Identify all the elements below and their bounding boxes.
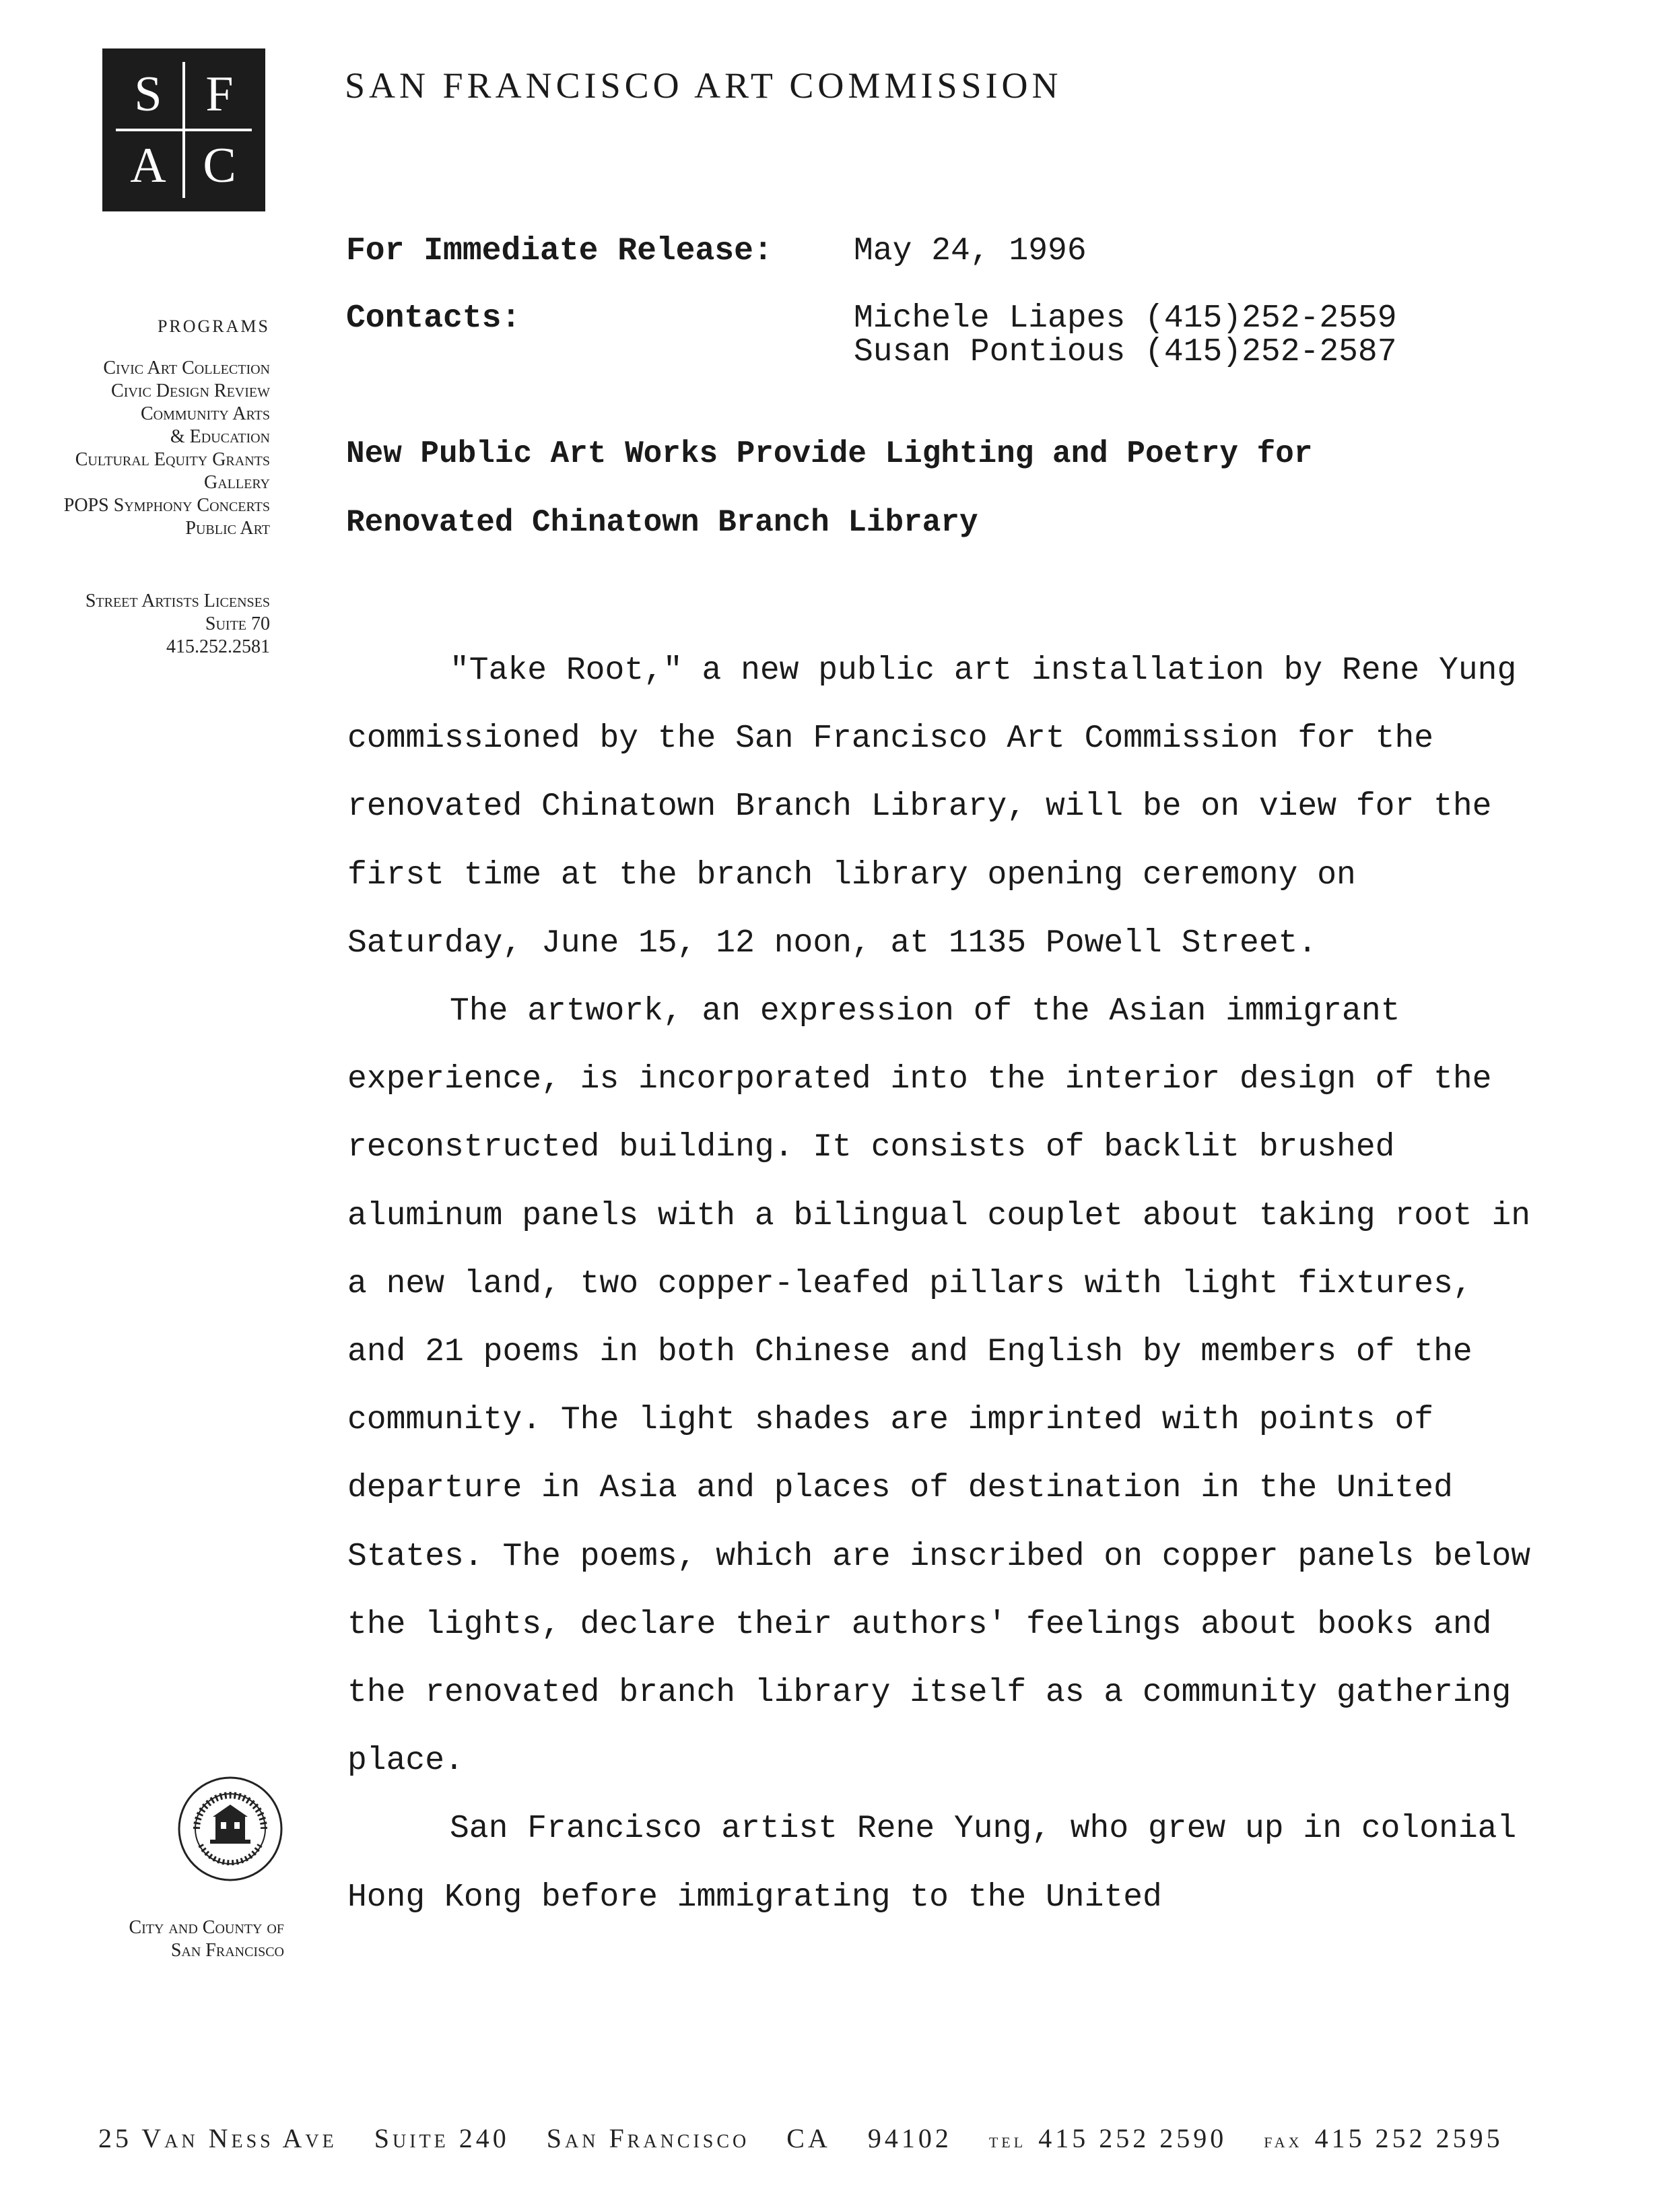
seal-caption — [15, 1916, 284, 1962]
program-item: Gallery — [204, 472, 270, 493]
seal-caption-line: San Francisco — [170, 1940, 284, 1961]
footer-zip: 94102 — [867, 2123, 952, 2153]
release-date: May 24, 1996 — [854, 233, 1087, 269]
logo-letter: F — [205, 66, 234, 122]
contact-line: Michele Liapes (415)252-2559 — [854, 300, 1397, 337]
street-artists-line: Street Artists Licenses — [85, 591, 270, 611]
footer-street: 25 Van Ness Ave — [98, 2123, 337, 2153]
street-artists-info — [0, 590, 270, 659]
footer-address — [98, 2122, 1613, 2154]
logo-letter: S — [134, 66, 162, 122]
headline-line: New Public Art Works Provide Lighting and Poetry for — [346, 436, 1313, 471]
program-item: Public Art — [185, 518, 270, 539]
program-item: Civic Art Collection — [103, 358, 270, 378]
program-item: Community Arts — [140, 403, 270, 424]
contact-line: Susan Pontious (415)252-2587 — [854, 334, 1397, 370]
contacts-label: Contacts: — [346, 300, 521, 337]
body-paragraph: The artwork, an expression of the Asian immigrant experience, is incorporated into the interior design of the reconstructed building. It consists of backlit brushed aluminum panels with a bilingual couplet about taking root in a new land, two copper-leafed pillars with light fixtures, and 21 poems in both Chinese and English by members of the community. The light shades are imprinted with points of departure in Asia and places of destination in the United States. The poems, which are inscribed on copper panels below the lights, declare their authors' feelings about books and the renovated branch library itself as a community gathering place. — [347, 993, 1531, 1780]
programs-heading: PROGRAMS — [157, 316, 270, 336]
footer-suite: Suite 240 — [374, 2123, 510, 2153]
programs-list — [0, 357, 270, 540]
footer-state: CA — [786, 2123, 831, 2153]
footer-fax-label: fax — [1264, 2128, 1303, 2152]
program-item: POPS Symphony Concerts — [63, 495, 270, 516]
logo-divider-horizontal — [116, 129, 252, 131]
program-item: Cultural Equity Grants — [75, 449, 270, 470]
city-seal-icon — [176, 1775, 284, 1883]
seal-caption-line: City and County of — [129, 1917, 284, 1938]
release-label: For Immediate Release: — [346, 233, 773, 269]
logo-letter: A — [130, 137, 166, 193]
street-artists-line: Suite 70 — [205, 613, 270, 634]
footer-tel-label: tel — [988, 2128, 1027, 2152]
footer-tel: 415 252 2590 — [1038, 2123, 1227, 2153]
footer-city: San Francisco — [546, 2123, 750, 2153]
logo-letter: C — [203, 137, 236, 193]
footer-fax: 415 252 2595 — [1314, 2123, 1503, 2153]
program-item: Civic Design Review — [111, 380, 270, 401]
program-item: & Education — [170, 426, 270, 447]
body-paragraph: San Francisco artist Rene Yung, who grew up in colonial Hong Kong before immigrating to the United — [347, 1811, 1517, 1916]
body-text — [347, 637, 1546, 1932]
street-artists-line: 415.252.2581 — [166, 636, 270, 657]
organization-name: SAN FRANCISCO ART COMMISSION — [345, 65, 1062, 106]
headline-line: Renovated Chinatown Branch Library — [346, 505, 978, 540]
body-paragraph: "Take Root," a new public art installation by Rene Yung commissioned by the San Francisco Art Commission for the renovated Chinatown Branch Library, will be on view for the first time at the branch library opening ceremony on Saturday, June 15, 12 noon, at 1135 Powell Street. — [347, 652, 1517, 962]
sfac-logo — [102, 48, 265, 211]
